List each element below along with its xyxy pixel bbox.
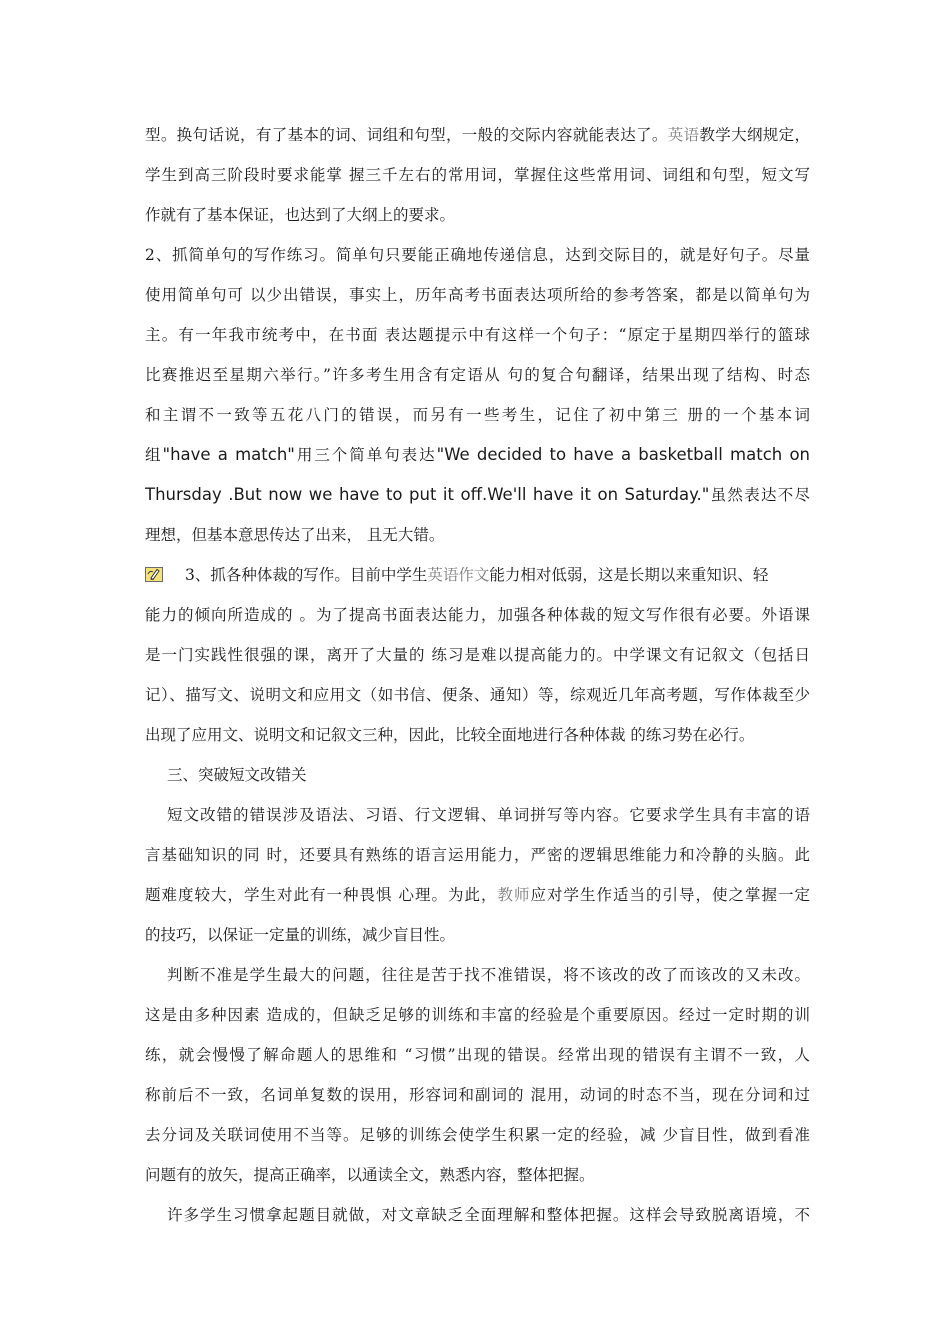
text-line — [145, 555, 810, 595]
text-line: 练，就会慢慢了解命题人的思维和 “习惯”出现的错误。经常出现的错误有主谓不一致，人 — [145, 1046, 810, 1064]
text-span: 教学大纲规定， — [699, 126, 810, 144]
text-line — [145, 435, 810, 475]
section-heading: 三、突破短文改错关 — [167, 766, 307, 784]
text-line: 的技巧，以保证一定量的训练，减少盲目性。 — [145, 926, 456, 944]
text-line: 言基础知识的同 时，还要具有熟练的语言运用能力，严密的逻辑思维能力和冷静的头脑。此 — [145, 846, 810, 864]
link-english[interactable]: 英语 — [667, 126, 700, 144]
text-line: 许多学生习惯拿起题目就做，对文章缺乏全面理解和整体把握。这样会导致脱离语境，不 — [167, 1206, 810, 1224]
pencil-edit-icon[interactable] — [145, 567, 163, 582]
link-english-composition[interactable]: 英语作文 — [427, 566, 490, 584]
text-line: 和主谓不一致等五花八门的错误，而另有一些考生，记住了初中第三 册的一个基本词 — [145, 406, 810, 424]
text-line: 问题有的放矢，提高正确率，以通读全文，熟悉内容，整体把握。 — [145, 1166, 595, 1184]
text-line — [145, 115, 810, 155]
text-span: 应对学生作适当的引导，使之掌握一定 — [530, 886, 810, 904]
document-page — [145, 115, 810, 1235]
text-line: 判断不准是学生最大的问题，往往是苦于找不准错误，将不该改的改了而该改的又未改。 — [167, 966, 810, 984]
text-span: 用三个简单句表达 — [294, 446, 437, 464]
text-line: 主。有一年我市统考中，在书面 表达题提示中有这样一个句子：“原定于星期四举行的篮球 — [145, 326, 810, 344]
text-line: 学生到高三阶段时要求能掌 握三千左右的常用词，掌握住这些常用词、词组和句型，短文写 — [145, 166, 810, 184]
english-span: Thursday .But now we have to put it off.We'll have it on Saturday." — [145, 485, 710, 504]
text-span: 3、抓各种体裁的写作。目前中学生 — [185, 566, 428, 584]
text-line: 是一门实践性很强的课，离开了大量的 练习是难以提高能力的。中学课文有记叙文（包括日 — [145, 646, 810, 664]
text-line: 2、抓简单句的写作练习。简单句只要能正确地传递信息，达到交际目的，就是好句子。尽量 — [145, 246, 810, 264]
text-line: 这是由多种因素 造成的，但缺乏足够的训练和丰富的经验是个重要原因。经过一定时期的训 — [145, 1006, 810, 1024]
text-line: 去分词及关联词使用不当等。足够的训练会使学生积累一定的经验，减 少盲目性，做到看准 — [145, 1126, 810, 1144]
text-line: 称前后不一致，名词单复数的误用，形容词和副词的 混用，动词的时态不当，现在分词和过 — [145, 1086, 810, 1104]
link-teacher[interactable]: 教师 — [497, 886, 531, 904]
english-span: "have a match" — [162, 445, 295, 464]
english-span: "We decided to have a basketball match on — [436, 445, 810, 464]
text-line: 短文改错的错误涉及语法、习语、行文逻辑、单词拼写等内容。它要求学生具有丰富的语 — [167, 806, 810, 824]
text-line: 能力的倾向所造成的 。为了提高书面表达能力，加强各种体裁的短文写作很有必要。外语课 — [145, 606, 810, 624]
text-line: 使用简单句可 以少出错误，事实上，历年高考书面表达项所给的参考答案，都是以简单句为 — [145, 286, 810, 304]
text-span: 型。换句话说，有了基本的词、词组和句型，一般的交际内容就能表达了。 — [145, 126, 668, 144]
text-span: 题难度较大，学生对此有一种畏惧 心理。为此， — [145, 886, 498, 904]
text-line: 比赛推迟至星期六举行。”许多考生用含有定语从 句的复合句翻译，结果出现了结构、时态 — [145, 366, 810, 384]
text-line: 作就有了基本保证，也达到了大纲上的要求。 — [145, 206, 456, 224]
text-span: 组 — [145, 446, 163, 464]
text-line — [145, 875, 810, 915]
text-span: 能力相对低弱，这是长期以来重知识、轻 — [489, 566, 769, 584]
text-line: 理想，但基本意思传达了出来， 且无大错。 — [145, 526, 445, 544]
text-line: 出现了应用文、说明文和记叙文三种，因此，比较全面地进行各种体裁 的练习势在必行。 — [145, 726, 755, 744]
text-span: 虽然表达不尽 — [709, 486, 810, 504]
text-line: 记）、描写文、说明文和应用文（如书信、便条、通知）等，综观近几年高考题，写作体裁至少 — [145, 686, 810, 704]
text-line — [145, 475, 810, 515]
